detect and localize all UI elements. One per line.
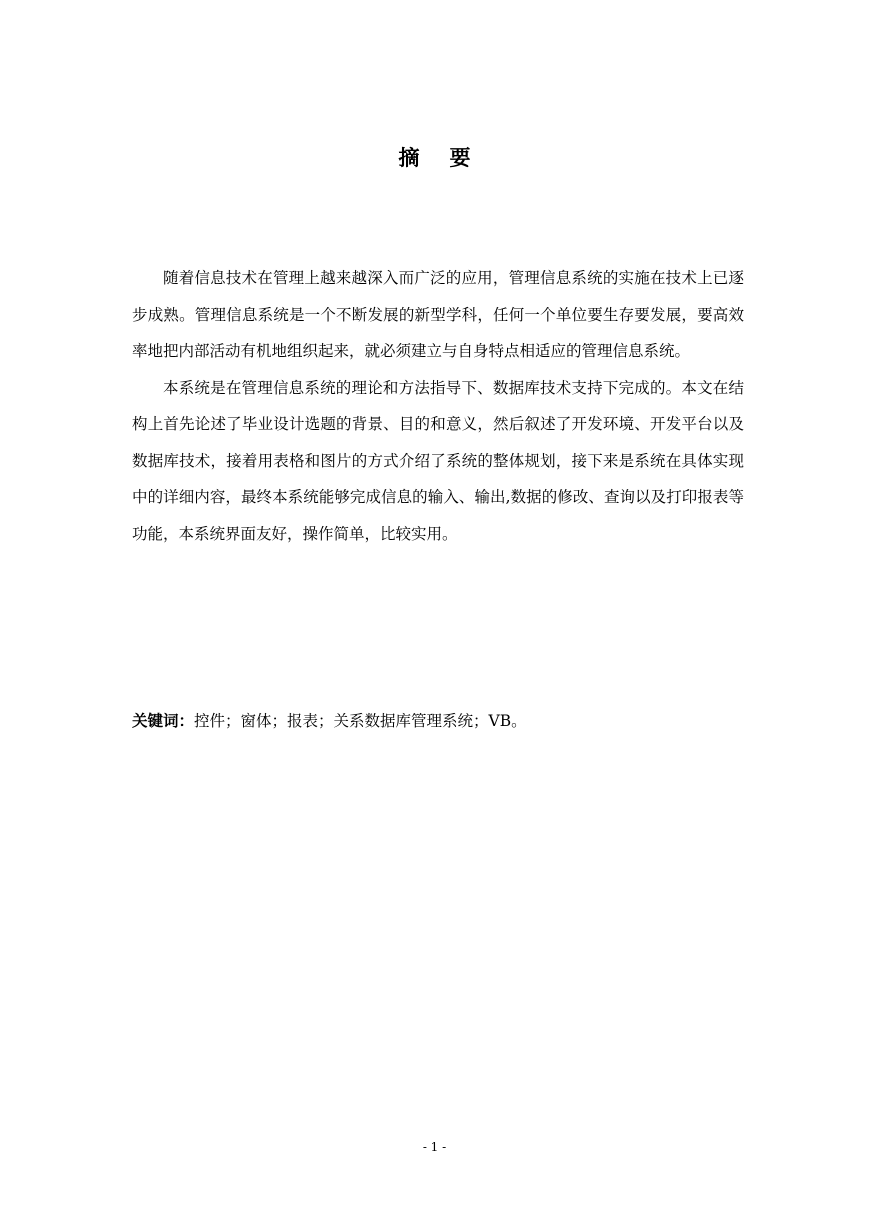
page-title: 摘要 — [398, 146, 501, 170]
keywords-text: 控件；窗体；报表；关系数据库管理系统；VB。 — [194, 712, 527, 730]
abstract-body — [132, 260, 744, 552]
keywords-label: 关键词： — [132, 712, 195, 730]
page-number: - 1 - — [422, 1140, 447, 1154]
keywords-line — [132, 703, 744, 739]
abstract-paragraph-2: 本系统是在管理信息系统的理论和方法指导下、数据库技术支持下完成的。本文在结构上首先论述了毕业设计选题的背景、目的和意义，然后叙述了开发环境、开发平台以及数据库技术，接着用表格和图片的方式介绍了系统的整体规划，接下来是系统在具体实现中的详细内容，最终本系统能够完成信息的输入、输出,数据的修改、查询以及打印报表等功能，本系统界面友好，操作简单，比较实用。 — [132, 378, 744, 543]
abstract-paragraph-1: 随着信息技术在管理上越来越深入而广泛的应用，管理信息系统的实施在技术上已逐步成熟。管理信息系统是一个不断发展的新型学科，任何一个单位要生存要发展，要高效率地把内部活动有机地组织起来，就必须建立与自身特点相适应的管理信息系统。 — [132, 269, 744, 360]
